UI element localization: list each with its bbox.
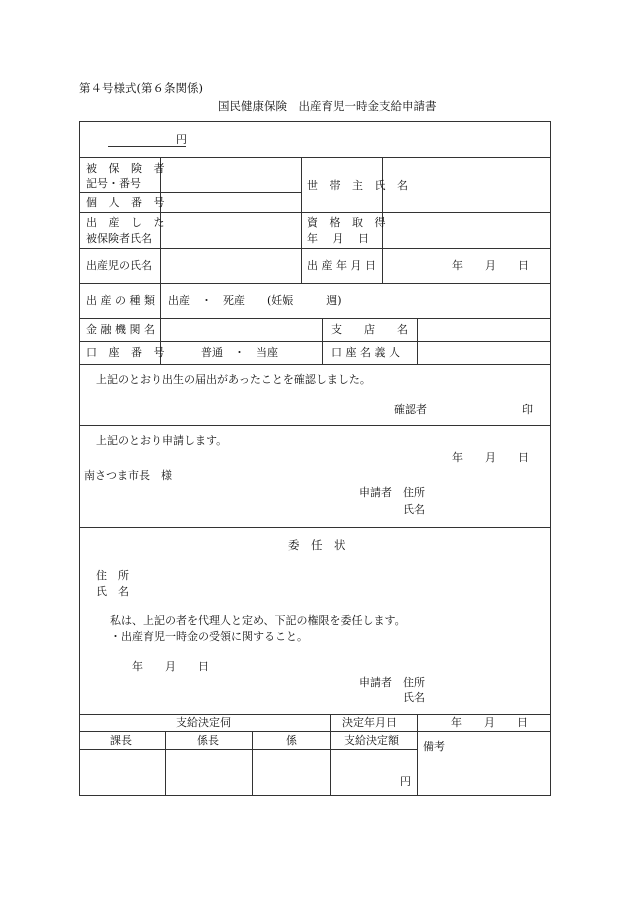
account-holder-label: 口 座 名 義 人 xyxy=(331,346,400,359)
decided-amount-yen: 円 xyxy=(400,775,411,788)
seal-mark: 印 xyxy=(522,403,533,416)
delegation-date: 年 月 日 xyxy=(132,660,209,673)
applicant-name-label: 氏名 xyxy=(403,503,425,516)
delegate-address-label: 住 所 xyxy=(96,569,129,582)
delegation-applicant-name: 氏名 xyxy=(403,691,425,704)
decision-date-label: 決定年月日 xyxy=(342,716,397,729)
delegation-item: ・出産育児一時金の受領に関すること。 xyxy=(110,630,308,643)
amount-underline xyxy=(108,146,186,147)
delegate-name-label: 氏 名 xyxy=(96,585,129,598)
applicant-address-label: 申請者 住所 xyxy=(359,486,425,499)
subsection-chief-label: 係長 xyxy=(197,734,219,747)
account-type-label: 口 座 番 号 xyxy=(86,346,169,359)
form-title: 国民健康保険 出産育児一時金支給申請書 xyxy=(218,99,437,113)
confirmer-label: 確認者 xyxy=(394,403,427,416)
application-date: 年 月 日 xyxy=(452,451,529,464)
amount-yen: 円 xyxy=(176,133,187,146)
birth-mother-label-1: 出 産 し た xyxy=(86,216,169,229)
staff-label: 係 xyxy=(286,734,297,747)
household-head-label: 世 帯 主 氏 名 xyxy=(307,179,412,192)
addressee: 南さつま市長 様 xyxy=(84,469,172,482)
delegation-title: 委 任 状 xyxy=(288,538,346,552)
qualify-date-label-1: 資 格 取 得 xyxy=(307,216,390,229)
decision-date-value: 年 月 日 xyxy=(451,716,528,729)
insured-label-2: 記号・番号 xyxy=(86,177,141,190)
form-number: 第４号様式(第６条関係) xyxy=(79,81,203,95)
decided-amount-label: 支給決定額 xyxy=(344,734,399,747)
birth-mother-label-2: 被保険者氏名 xyxy=(86,232,152,245)
remarks-label: 備考 xyxy=(423,740,445,753)
delegation-body: 私は、上記の者を代理人と定め、下記の権限を委任します。 xyxy=(110,614,406,627)
account-type-value: 普通 ・ 当座 xyxy=(201,346,278,359)
baby-name-label: 出産児の氏名 xyxy=(86,259,152,272)
confirm-text: 上記のとおり出生の届出があったことを確認しました。 xyxy=(96,373,371,386)
bank-name-label: 金 融 機 関 名 xyxy=(86,323,155,336)
application-text: 上記のとおり申請します。 xyxy=(96,434,228,447)
birth-type-label: 出 産 の 種 類 xyxy=(86,294,155,307)
qualify-date-label-2: 年 月 日 xyxy=(307,232,369,245)
decision-request-label: 支給決定伺 xyxy=(176,716,231,729)
section-chief-label: 課長 xyxy=(110,734,132,747)
birth-type-value: 出産 ・ 死産 (妊娠 週) xyxy=(168,294,342,307)
delegation-applicant-address: 申請者 住所 xyxy=(359,676,425,689)
personal-number-label: 個 人 番 号 xyxy=(86,196,169,209)
birth-date-label: 出 産 年 月 日 xyxy=(307,259,376,272)
branch-label: 支 店 名 xyxy=(331,323,408,336)
birth-date-value: 年 月 日 xyxy=(452,259,529,272)
insured-label-1: 被 保 険 者 xyxy=(86,162,169,175)
